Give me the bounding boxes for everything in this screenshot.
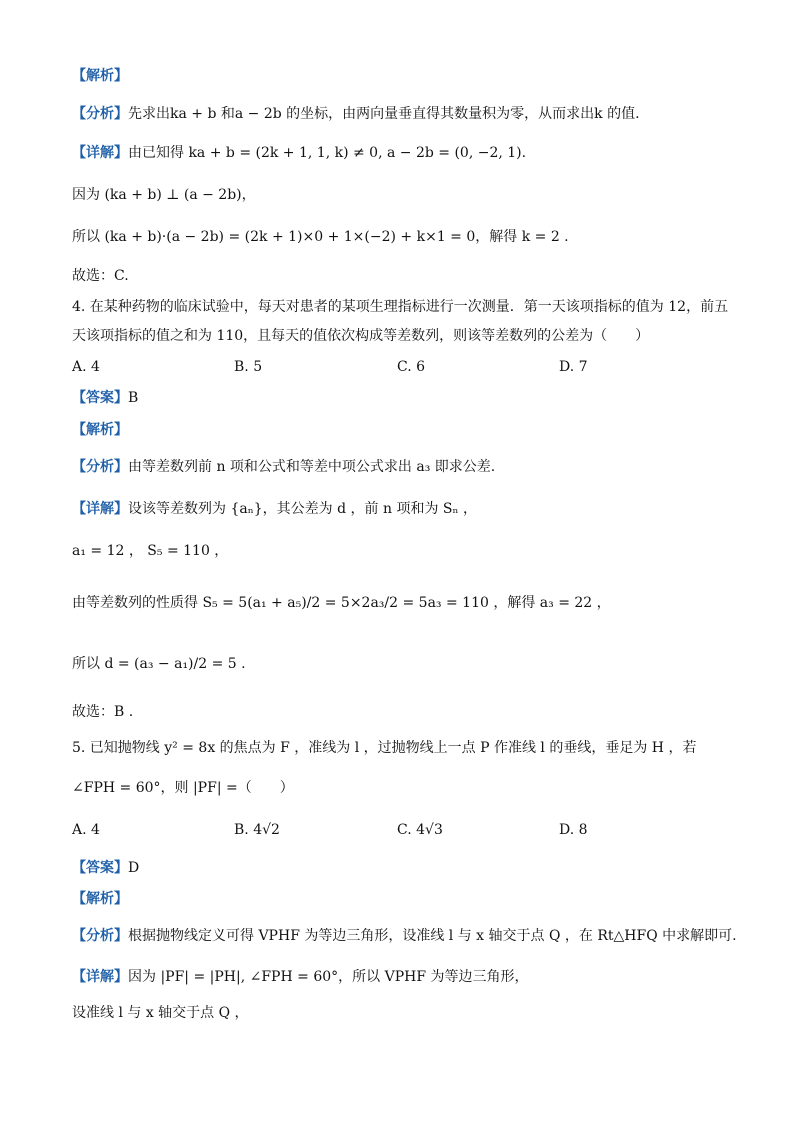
section-analysis-heading: 【解析】 — [72, 422, 128, 438]
question-4-text: 天该项指标的值之和为 110，且每天的值依次构成等差数列，则该等差数列的公差为（ ） — [72, 328, 650, 344]
detail-line: 【详解】由已知得 ka + b = (2k + 1, 1, k) ≠ 0, a − 2b = (0, −2, 1). — [72, 145, 527, 161]
option-a: A. 4 — [72, 822, 100, 838]
option-b: B. 5 — [234, 359, 263, 375]
option-a: A. 4 — [72, 359, 100, 375]
option-d: D. 7 — [559, 359, 588, 375]
analysis-line: 【分析】先求出ka + b 和a − 2b 的坐标，由两向量垂直得其数量积为零，从而求出k 的值. — [72, 106, 640, 122]
solution-step: 因为 (ka + b) ⊥ (a − 2b)， — [72, 187, 256, 203]
question-4-text: 4. 在某种药物的临床试验中，每天对患者的某项生理指标进行一次测量．第一天该项指标的值为 12，前五 — [72, 299, 729, 315]
question-5-text: 5. 已知抛物线 y² = 8x 的焦点为 F ，准线为 l ，过抛物线上一点 P 作准线 l 的垂线，垂足为 H ，若 — [72, 740, 697, 756]
solution-step: 所以 (ka + b)·(a − 2b) = (2k + 1)×0 + 1×(−2) + k×1 = 0，解得 k = 2 . — [72, 229, 569, 245]
analysis-line: 【分析】由等差数列前 n 项和公式和等差中项公式求出 a₃ 即求公差. — [72, 459, 496, 475]
detail-line: 【详解】因为 |PF| = |PH|, ∠FPH = 60°，所以 VPHF 为等边三角形， — [72, 969, 529, 985]
answer-line: 【答案】D — [72, 860, 140, 876]
answer-choice-line: 故选：B . — [72, 704, 134, 720]
analysis-line: 【分析】根据抛物线定义可得 VPHF 为等边三角形，设准线 l 与 x 轴交于点 Q ，在 Rt△HFQ 中求解即可. — [72, 928, 737, 944]
section-analysis-heading: 【解析】 — [72, 68, 128, 84]
option-c: C. 6 — [397, 359, 426, 375]
answer-line: 【答案】B — [72, 390, 139, 406]
answer-choice-line: 故选：C. — [72, 268, 129, 284]
solution-step: a₁ = 12 ， S₅ = 110 ， — [72, 543, 229, 559]
solution-step: 设准线 l 与 x 轴交于点 Q ， — [72, 1005, 249, 1021]
option-b: B. 4√2 — [234, 822, 280, 838]
option-c: C. 4√3 — [397, 822, 443, 838]
solution-step: 所以 d = (a₃ − a₁)/2 = 5 . — [72, 656, 246, 672]
section-analysis-heading: 【解析】 — [72, 891, 128, 907]
solution-step: 由等差数列的性质得 S₅ = 5(a₁ + a₅)/2 = 5×2a₃/2 = 5a₃ = 110 ，解得 a₃ = 22 ， — [72, 595, 611, 611]
option-d: D. 8 — [559, 822, 588, 838]
question-5-text: ∠FPH = 60°，则 |PF| =（ ） — [72, 780, 294, 796]
detail-line: 【详解】设该等差数列为 {aₙ}，其公差为 d ，前 n 项和为 Sₙ ， — [72, 501, 477, 517]
